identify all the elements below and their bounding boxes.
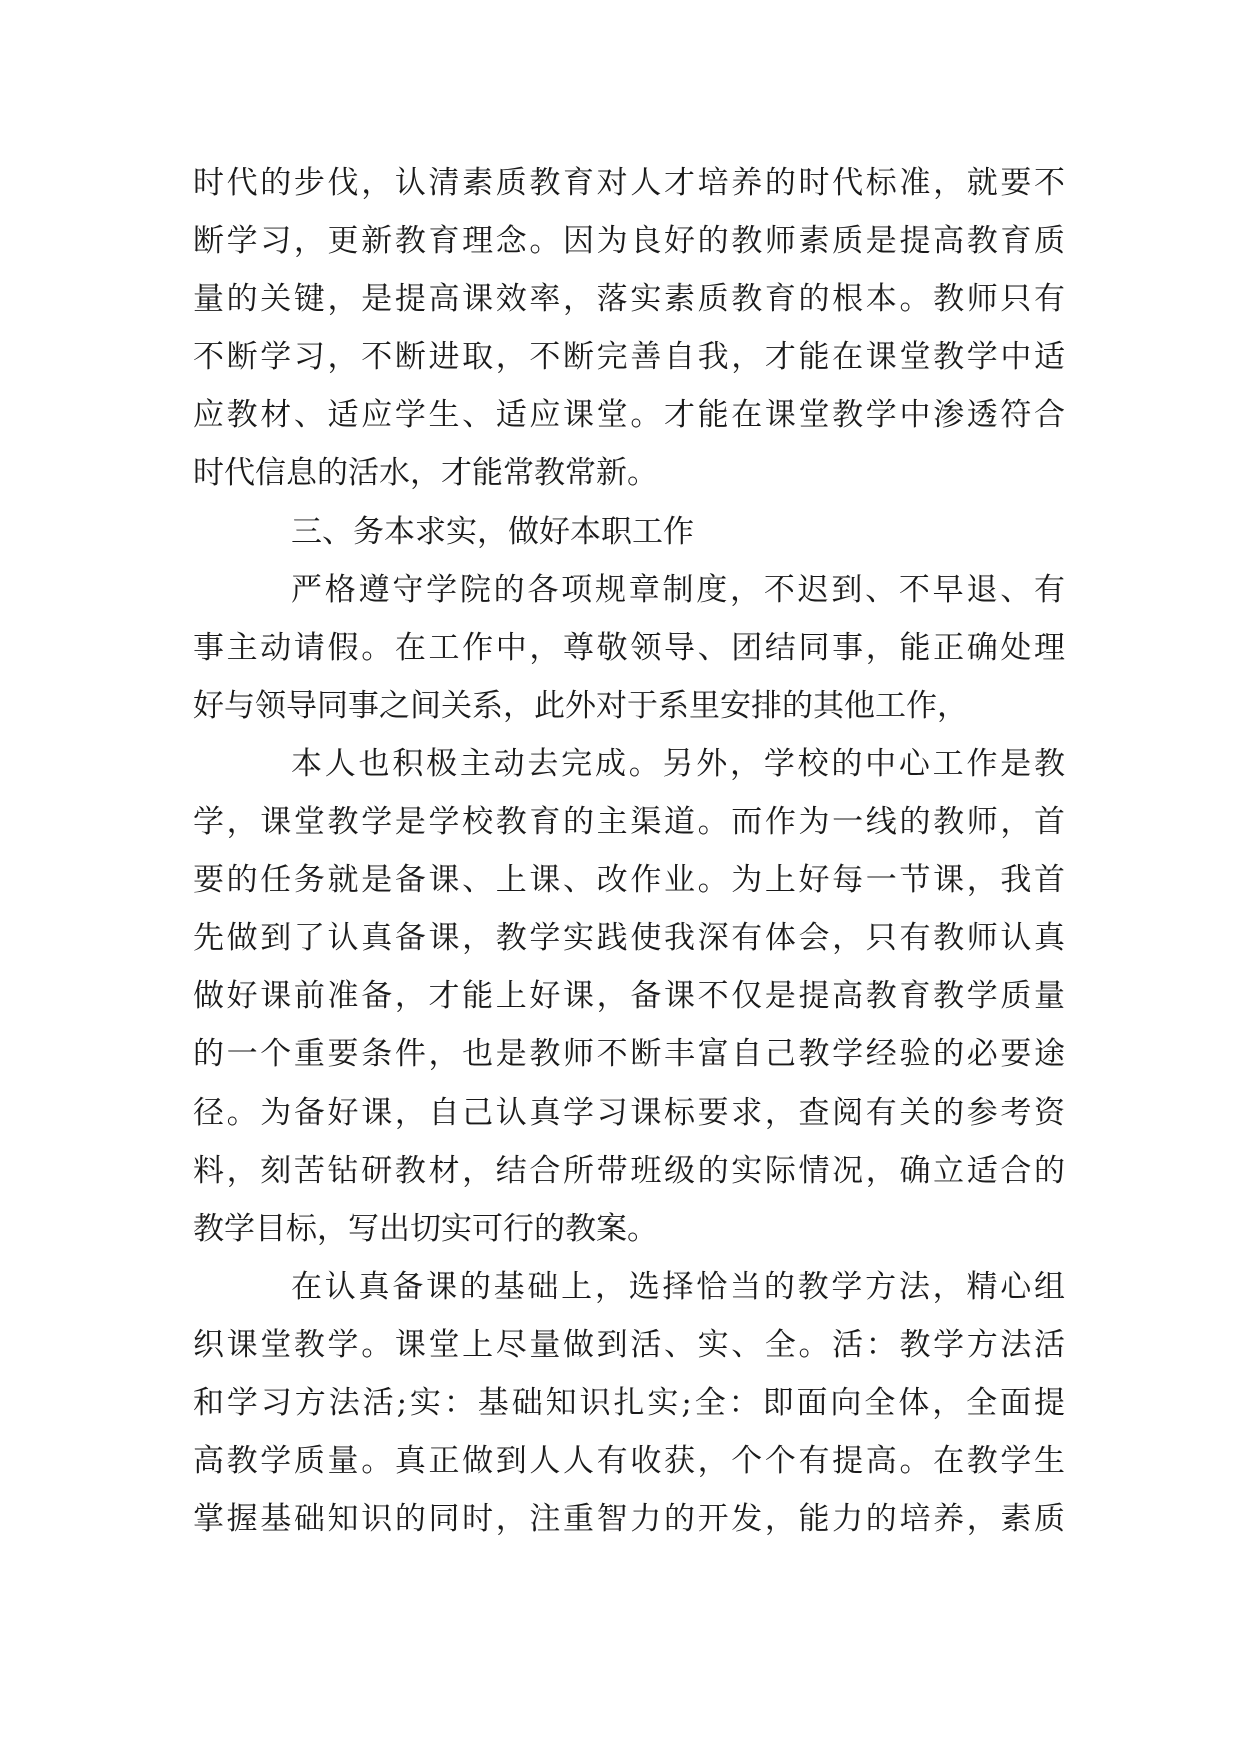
text-line: 掌握基础知识的同时，注重智力的开发，能力的培养，素质 xyxy=(193,1501,1065,1538)
text-line: 和学习方法活;实：基础知识扎实;全：即面向全体，全面提 xyxy=(193,1384,1065,1421)
document-body xyxy=(193,154,1065,1548)
text-line: 教学目标，写出切实可行的教案。 xyxy=(193,1210,658,1247)
text-line: 三、务本求实，做好本职工作 xyxy=(291,513,694,550)
text-line: 好与领导同事之间关系，此外对于系里安排的其他工作， xyxy=(193,687,968,724)
text-line: 要的任务就是备课、上课、改作业。为上好每一节课，我首 xyxy=(193,862,1065,899)
text-line: 径。为备好课，自己认真学习课标要求，查阅有关的参考资 xyxy=(193,1094,1065,1131)
text-line: 在认真备课的基础上，选择恰当的教学方法，精心组 xyxy=(291,1268,1065,1305)
text-line: 断学习，更新教育理念。因为良好的教师素质是提高教育质 xyxy=(193,223,1065,260)
text-line: 时代的步伐，认清素质教育对人才培养的时代标准，就要不 xyxy=(193,165,1065,201)
text-line: 织课堂教学。课堂上尽量做到活、实、全。活：教学方法活 xyxy=(193,1326,1065,1363)
text-line: 学，课堂教学是学校教育的主渠道。而作为一线的教师，首 xyxy=(193,804,1065,841)
text-line: 本人也积极主动去完成。另外，学校的中心工作是教 xyxy=(291,745,1065,782)
text-line: 时代信息的活水，才能常教常新。 xyxy=(193,455,658,492)
text-line: 应教材、适应学生、适应课堂。才能在课堂教学中渗透符合 xyxy=(193,397,1065,434)
text-line: 高教学质量。真正做到人人有收获，个个有提高。在教学生 xyxy=(193,1443,1065,1480)
text-line: 做好课前准备，才能上好课，备课不仅是提高教育教学质量 xyxy=(193,978,1065,1015)
text-line: 事主动请假。在工作中，尊敬领导、团结同事，能正确处理 xyxy=(193,629,1065,666)
text-line: 先做到了认真备课，教学实践使我深有体会，只有教师认真 xyxy=(193,920,1065,957)
text-line: 的一个重要条件，也是教师不断丰富自己教学经验的必要途 xyxy=(193,1036,1065,1073)
text-line: 料，刻苦钻研教材，结合所带班级的实际情况，确立适合的 xyxy=(193,1152,1065,1189)
text-line: 量的关键，是提高课效率，落实素质教育的根本。教师只有 xyxy=(193,281,1065,318)
text-line: 不断学习，不断进取，不断完善自我，才能在课堂教学中适 xyxy=(193,339,1065,376)
text-line: 严格遵守学院的各项规章制度，不迟到、不早退、有 xyxy=(291,571,1065,608)
